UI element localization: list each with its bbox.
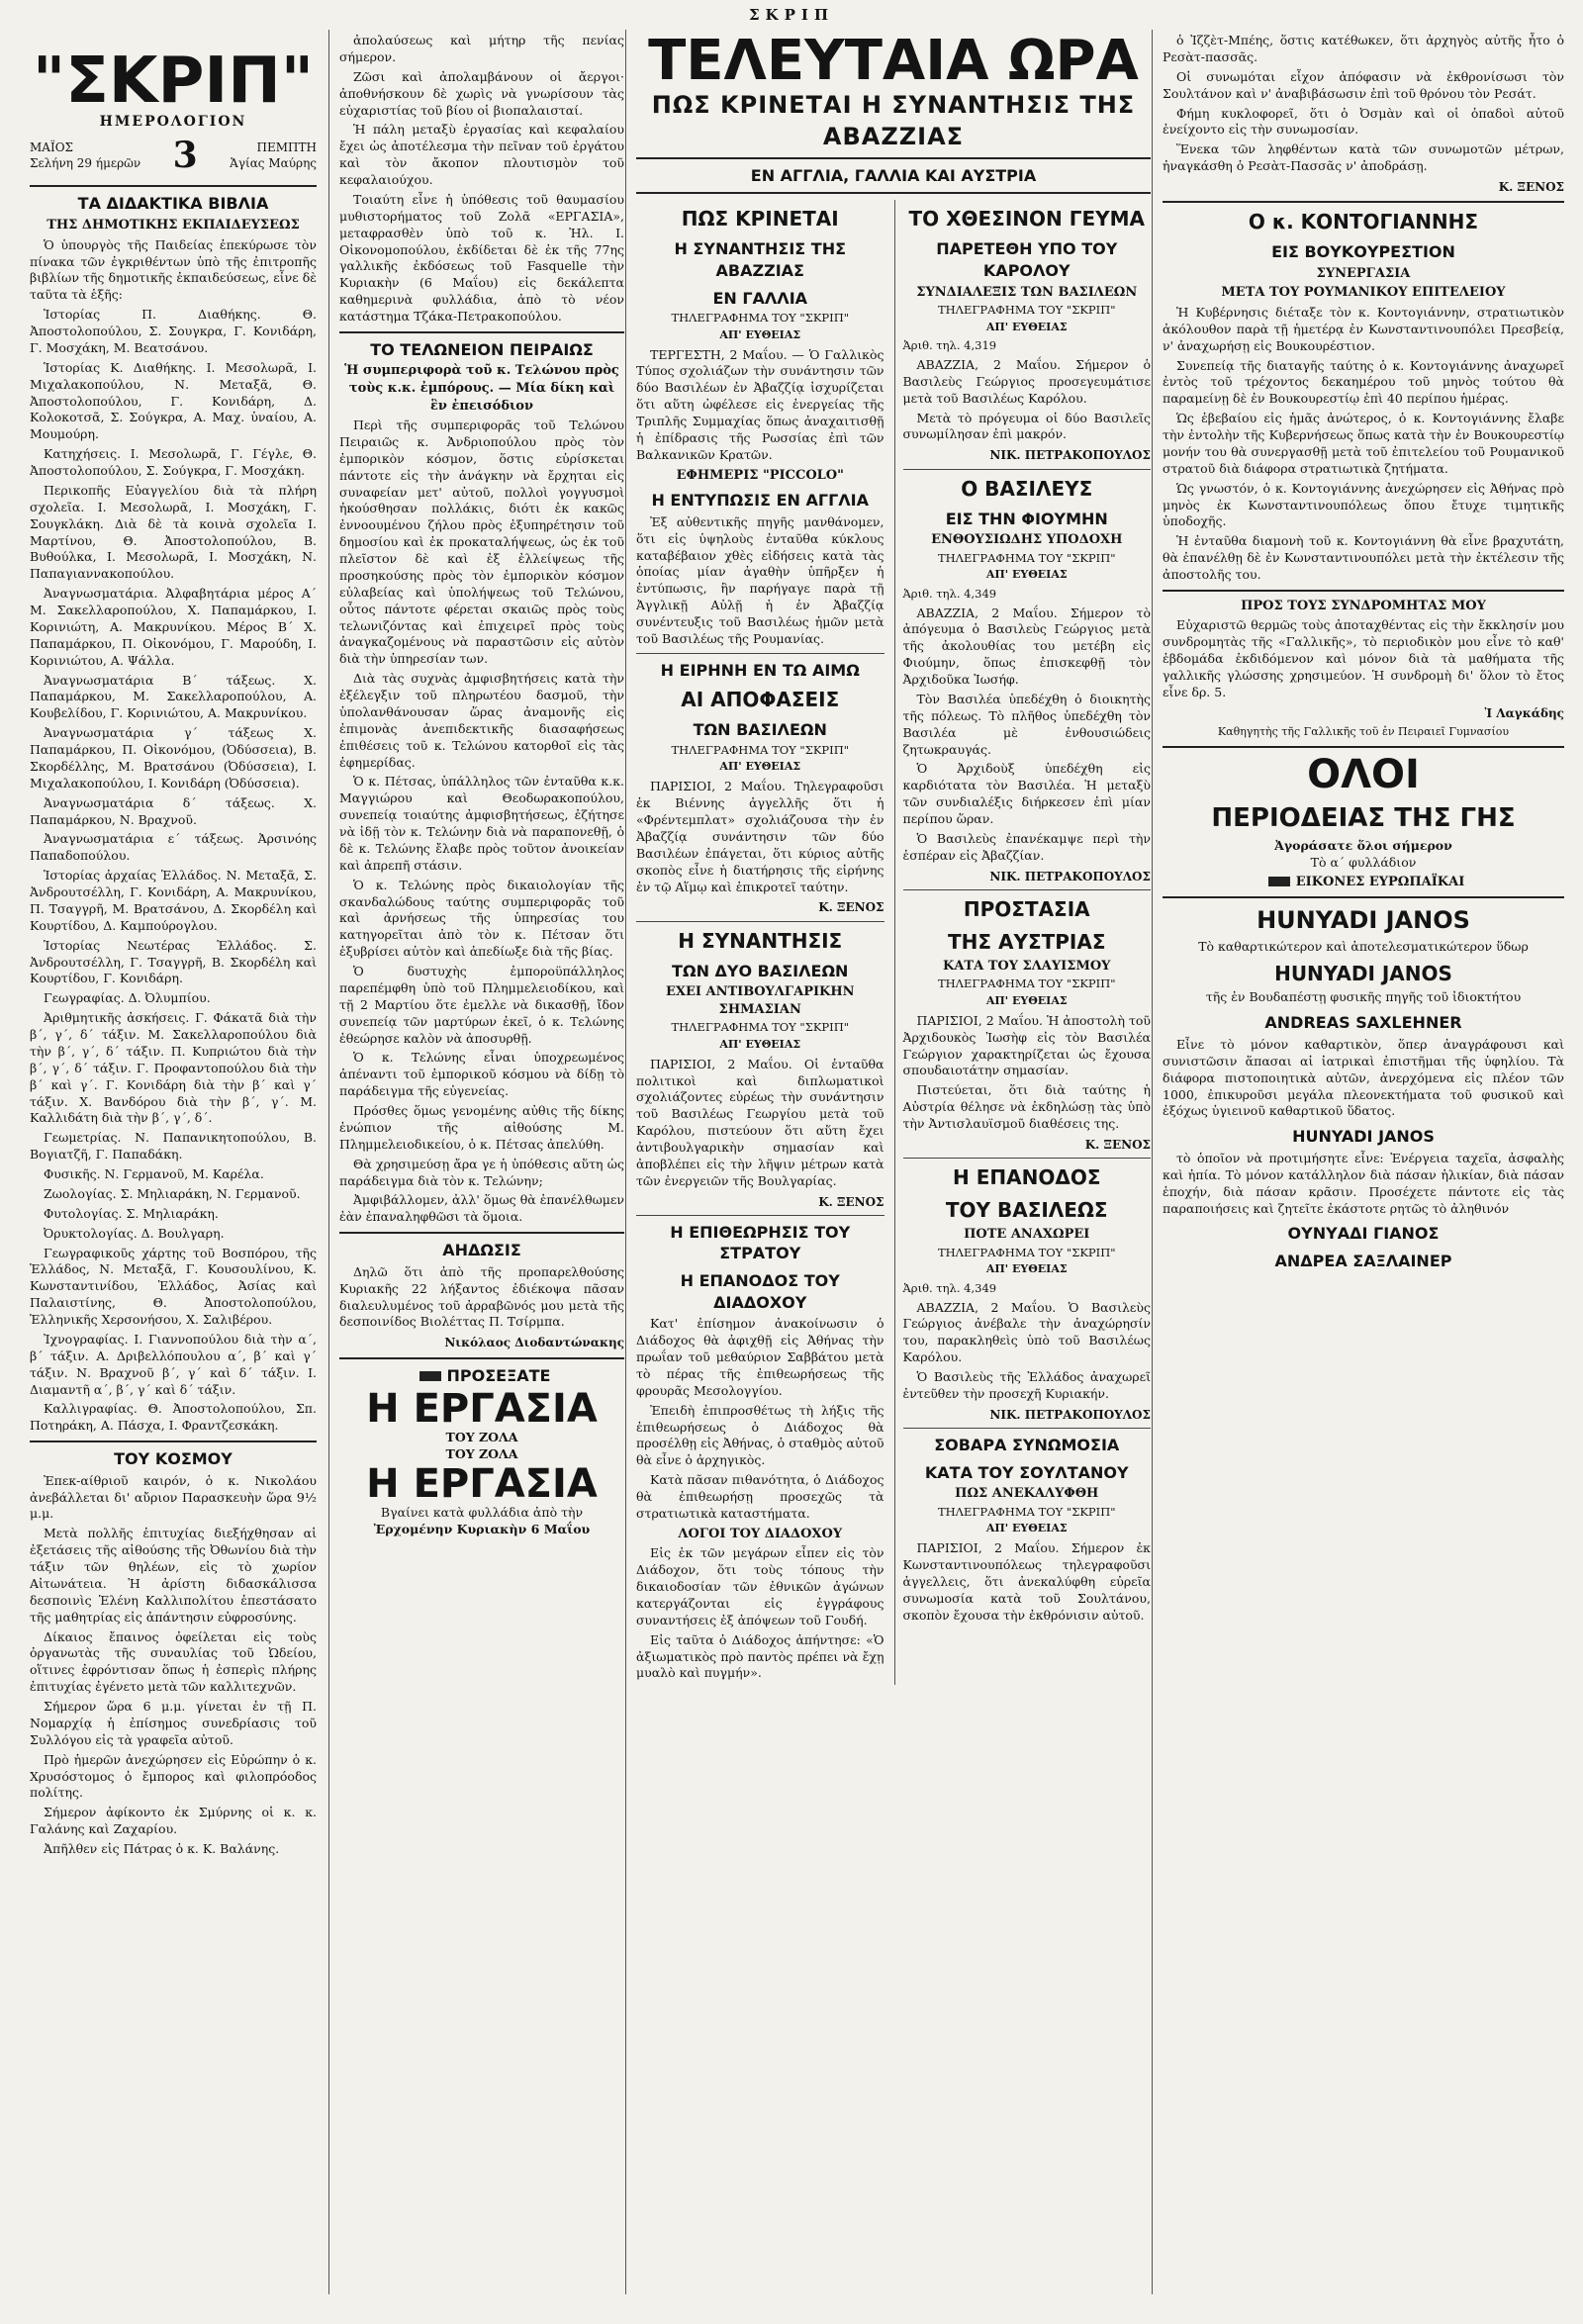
- headline: ΚΑΤΑ ΤΟΥ ΣΛΑΥΙΣΜΟΥ: [943, 958, 1111, 974]
- pointing-hand-icon: [419, 1371, 441, 1381]
- paragraph: Τὸν Βασιλέα ὑπεδέχθη ὁ διοικητὴς τῆς πόλεως. Τὸ πλῆθος ὑπεδέχθη τὸν Βασιλέα μὲ ἐνθουσιώδεις ζητωκραυγάς.: [902, 691, 1151, 757]
- calendar-subtitle: ΗΜΕΡΟΛΟΓΙΟΝ: [99, 114, 247, 130]
- paragraph: Διὰ τὰς συχνὰς ἀμφισβητήσεις κατὰ τὴν ἐξέλεγξιν τοῦ πληρωτέου δασμοῦ, τὴν ὑπολανθάνουσαν ὥρας ἀναμονῆς εἰς ἐπιμονὰς ἀνεπιδεκτικῆς διασαφήσεως ἐπιθέσεις τοῦ κ. Τελώνου κατορθοῖ εἰς τὰς ἐφημερίδας.: [339, 671, 624, 770]
- andreas-saxlehner-2: ΑΝΔΡΕΑ ΣΑΞΛΑΙΝΕΡ: [1274, 1252, 1452, 1271]
- telegram-sub: ΑΠ' ΕΥΘΕΙΑΣ: [719, 1037, 801, 1051]
- books-title: ΤΑ ΔΙΔΑΚΤΙΚΑ ΒΙΒΛΙΑ: [77, 194, 269, 214]
- paragraph: Οἱ συνωμόται εἶχον ἀπόφασιν νὰ ἐκθρονίσωσι τὸν Σουλτάνον καὶ ν' ἀναβιβάσωσιν ἐπὶ τοῦ θρόνου τὸν Ρεσάτ.: [1163, 68, 1564, 101]
- paragraph: Ἀναγνωσματάρια. Ἀλφαβητάρια μέρος Α΄ Μ. Σακελλαροπούλου, Χ. Παπαμάρκου, Ι. Κορινιώτη, Α. Μακρυνίκου. Μέρος Β΄ Χ. Παπαμάρκου, Π. Οἰκονόμου, Γ. Μαρούδη, Ι. Κορινιώτου, Α. Ψάλλα.: [30, 586, 317, 668]
- ad-small-1: ΤΟΥ ΖΟΛΑ: [445, 1430, 518, 1445]
- paragraph: Φήμη κυκλοφορεῖ, ὅτι ὁ Ὀσμὰν καὶ οἱ ὁπαδοὶ αὐτοῦ ἐνείχοντο εἰς τὴν συνωμοσίαν.: [1163, 105, 1564, 138]
- paragraph: Μετὰ τὸ πρόγευμα οἱ δύο Βασιλεῖς συνωμίλησαν ἐπὶ μακρόν.: [902, 410, 1151, 442]
- paragraph: Ὡς γνωστόν, ὁ κ. Κοντογιάννης ἀνεχώρησεν εἰς Ἀθήνας πρὸ μηνὸς ἐκ Κωνσταντινουπόλεως ὅπου ἔτυχε τιμητικῆς ὑποδοχῆς.: [1163, 480, 1564, 529]
- paragraph: Εὐχαριστῶ θερμῶς τοὺς ἀποταχθέντας εἰς τὴν ἔκκλησίν μου συνδρομητὰς τῆς «Γαλλικῆς», τὸ περιοδικὸν μου εἶνε τὸ καθ' ἐβδομάδα ἐκδιδόμενον καὶ μόνον διὰ τὰ μαθήματα τῆς γαλλικῆς γλώσσης χρησιμεύον. Ἡ συνδρομὴ δι' ὅλον τὸ ἔτος εἶνε δρ. 5.: [1163, 617, 1564, 699]
- ad-images: [1163, 874, 1564, 891]
- column-2: [328, 30, 624, 2294]
- last-hour-banner: ΤΕΛΕΥΤΑΙΑ ΩΡΑ: [648, 30, 1139, 93]
- signature: Ἰ Λαγκάδης: [1484, 705, 1564, 720]
- paragraph: ἀπολαύσεως καὶ μήτηρ τῆς πενίας σήμερον.: [339, 33, 624, 64]
- books-article: [30, 237, 317, 1436]
- kosmos-title: ΤΟΥ ΚΟΣΜΟΥ: [114, 1449, 233, 1469]
- telegram-label: ΤΗΛΕΓΡΑΦΗΜΑ ΤΟΥ "ΣΚΡΙΠ": [671, 311, 850, 325]
- ad-small-2: ΤΟΥ ΖΟΛΑ: [445, 1445, 518, 1461]
- paragraph: Δίκαιος ἔπαινος ὀφείλεται εἰς τοὺς ὀργανωτὰς τῆς συναυλίας τοῦ Ὠδείου, οἵτινες ἐφρόντισαν ὅπως ἡ ἐσπερὶς πλήρης ἐπιτυχίας ἐγένετο μετὰ τῶν καλλιτεχνῶν.: [30, 1628, 317, 1695]
- headline: ΣΟΒΑΡΑ ΣΥΝΩΜΟΣΙΑ: [934, 1435, 1120, 1454]
- hunyadi-sub-2: τῆς ἐν Βουδαπέστῃ φυσικῆς πηγῆς τοῦ ἰδιοκτήτου: [1205, 989, 1522, 1005]
- sub-column-left: [636, 200, 885, 1685]
- headline: ΤΗΣ ΑΥΣΤΡΙΑΣ: [947, 929, 1106, 954]
- paragraph: Μετὰ πολλῆς ἐπιτυχίας διεξήχθησαν αἱ ἐξετάσεις τῆς αἰθούσης τῆς Ὀθωνίου διὰ τὴν τάξιν τῶν θηλέων, εἰς τὸ χωρίον Αἰτωνάτεια. Ἡ ἀρίστη διδασκάλισσα δεσποινὶς Ἑλένη Καλλιπολίτου ἐπεστάσατο τῆς μαθητρίας εἰς ἀπάντησιν εὐφροσύνης.: [30, 1526, 317, 1625]
- paragraph: Πιστεύεται, ὅτι διὰ ταύτης ἡ Αὐστρία θέλησε νὰ ἐκδηλώσῃ τὰς ὑπὸ τὴν Ἀντισλαυϊσμοῦ διαθέσεις της.: [902, 1082, 1151, 1132]
- ad-travels: ΠΕΡΙΟΔΕΙΑΣ ΤΗΣ ΓΗΣ: [1211, 802, 1516, 833]
- signature: ΝΙΚ. ΠΕΤΡΑΚΟΠΟΥΛΟΣ: [989, 1407, 1151, 1422]
- paragraph: Ἀναγνωσματάρια ε΄ τάξεως. Ἀρσινόης Παπαδοπούλου.: [30, 831, 317, 864]
- paragraph: Ἀναγνωσματάρια δ΄ τάξεως. Χ. Παπαμάρκου, Ν. Βραχνοῦ.: [30, 794, 317, 827]
- paragraph: Ἐξ αὐθεντικῆς πηγῆς μανθάνομεν, ὅτι εἰς ὑψηλοὺς ἐνταῦθα κύκλους καταβέβαιον χθὲς εἰδήσεις κατὰ τὰς ὁποίας μίαν ἀγαθὴν ὑπῆρξεν ἡ ἐντύπωσις, ἣν παρήγαγε παρὰ τῇ Ἀγγλικῇ Αὐλῇ ἡ ἐν Ἀβαζζίᾳ συνέντευξις τοῦ Βασιλέως ἡμῶν μετὰ τοῦ Βασιλέως τῆς Ρουμανίας.: [636, 513, 885, 646]
- paragraph: Εἰς ἐκ τῶν μεγάρων εἶπεν εἰς τὸν Διάδοχον, ὅτι τοὺς τόπους τὴν δικαιοδοσίαν τῶν ἐθνικῶν ἀγώνων κατεργάζονται εἰς ἐγγράφους συναντήσεις ἐξ ἀπόψεων τοῦ Γουδή.: [636, 1545, 885, 1627]
- paragraph: Ἱστορίας Κ. Διαθήκης. Ι. Μεσολωρᾶ, Ι. Μιχαλακοπούλου, Ν. Μεταξᾶ, Θ. Ἀποστολοπούλου, Γ. Κονιδάρη, Δ. Κολοκοτσᾶ, Σ. Σούγκρα, Α. Μαχ. ὑναίου, Α. Μουμούρη.: [30, 359, 317, 442]
- paragraph: Ἡ Κυβέρνησις διέταξε τὸν κ. Κοντογιάννην, στρατιωτικὸν ἀκόλουθον παρὰ τῇ ἡμετέρᾳ ἐν Κωνσταντινουπόλει Πρεσβείᾳ, ν' ἀναχωρήσῃ εἰς Βουκουρέστιον.: [1163, 304, 1564, 353]
- paragraph: Ὡς ἐβεβαίου εἰς ἡμᾶς ἀνώτερος, ὁ κ. Κοντογιάννης ἔλαβε τὴν ἐντολὴν τῆς Κυβερνήσεως ὅπως κατὰ τὴν ἐν Βουκουρεστίῳ μονήν του θὰ συνεργασθῇ μετὰ τοῦ ἐπιτελείου τοῦ Ρουμανικοῦ στρατοῦ διὰ διάφορα στρατιωτικὰ ζητήματα.: [1163, 411, 1564, 476]
- headline: ΤΩΝ ΔΥΟ ΒΑΣΙΛΕΩΝ: [672, 961, 849, 980]
- paragraph: Ὁ Βασιλεὺς ἐπανέκαμψε περὶ τὴν ἑσπέραν εἰς Ἀβαζζίαν.: [902, 830, 1151, 863]
- ad-big-title-1: Η ΕΡΓΑΣΙΑ: [366, 1386, 598, 1433]
- running-head: ΣΚΡΙΠ: [748, 6, 835, 24]
- notice-signature: Νικόλαος Διοδαντώνακης: [444, 1336, 624, 1350]
- headline: Η ΕΠΑΝΟΔΟΣ: [953, 1165, 1101, 1190]
- headline: ΠΩΣ ΑΝΕΚΑΛΥΦΘΗ: [955, 1486, 1099, 1502]
- andreas-saxlehner: ANDREAS SAXLEHNER: [1264, 1013, 1462, 1033]
- signature: Κ. ΞΕΝΟΣ: [1084, 1137, 1151, 1152]
- paragraph: Κατὰ πᾶσαν πιθανότητα, ὁ Διάδοχος θὰ ἐπιθεωρήσῃ προσεχῶς τὰ στρατιωτικὰ καταστήματα.: [636, 1472, 885, 1521]
- notice-text: Δηλῶ ὅτι ἀπὸ τῆς προπαρελθούσης Κυριακῆς 22 λήξαντος ἐδιέκοψα πᾶσαν διαλευλυμένος τοῦ ἀρραβῶνός μου μετὰ τῆς δεσποινίδος Βιολέττας Π. Τσίρμπα.: [339, 1263, 624, 1330]
- paragraph: Σήμερον ἀφίκοντο ἐκ Σμύρνης οἱ κ. κ. Γαλάνης καὶ Ζαχαρίου.: [30, 1805, 317, 1837]
- paragraph: ΠΑΡΙΣΙΟΙ, 2 Μαΐου. Τηλεγραφοῦσι ἐκ Βιέννης ἀγγελλῆς ὅτι ἡ «Φρέντεμπλατ» σχολιάζουσα τὴν ἐν Ἀβαζζίᾳ συνάντησιν τῶν δύο Βασιλέων ἐπάγεται, ὅτι κύριος αὐτῆς σκοπὸς εἶνε ἡ διατήρησις τῆς εἰρήνης ἐν τῷ Αἵμῳ καὶ ἐπικροτεῖ ταύτην.: [636, 779, 885, 894]
- ad-heading: [339, 1365, 624, 1387]
- ad-buy: Ἀγοράσατε ὅλοι σήμερον: [1274, 837, 1452, 853]
- paragraph: Ἕνεκα τῶν ληφθέντων κατὰ τῶν συνωμοτῶν μέτρων, ἠναγκάσθη ὁ Ρεσὰτ-Πασσᾶς ν' ἀποδράσῃ.: [1163, 141, 1564, 174]
- paragraph: Τοιαύτη εἶνε ἡ ὑπόθεσις τοῦ θαυμασίου μυθιστορήματος τοῦ Ζολᾶ «ΕΡΓΑΣΙΑ», μεταφρασθὲν ὑπὸ τοῦ κ. Ἠλ. Ι. Οἰκονομοπούλου, ἐκδίδεται δὲ ἐκ τῆς 77ης γαλλικῆς ἐκδόσεως τοῦ Fasquelle τὴν Κυριακὴν (6 Μαΐου) εἰς δεκάλεπτα καθημερινὰ φυλλάδια, ἀπὸ τὸ νέον κατάστημα Τζάκα-Πετρακοπούλου.: [339, 191, 624, 324]
- date-line: [30, 132, 317, 180]
- ad-heading-text: ΠΡΟΣΕΞΑΤΕ: [446, 1365, 551, 1385]
- telegram-sub: ΑΠ' ΕΥΘΕΙΑΣ: [985, 1262, 1068, 1276]
- telegram-sub: ΑΠ' ΕΥΘΕΙΑΣ: [985, 568, 1068, 582]
- paragraph: Γεωγραφίας. Δ. Ὀλυμπίου.: [44, 990, 211, 1006]
- headline: Η ΕΙΡΗΝΗ ΕΝ ΤΩ ΑΙΜΩ: [660, 660, 860, 680]
- paragraph: Κατηχήσεις. Ι. Μεσολωρᾶ, Γ. Γέγλε, Θ. Ἀποστολοπούλου, Σ. Σούγκρα, Γ. Μοσχάκη.: [30, 446, 317, 478]
- ad-all: ΟΛΟΙ: [1307, 751, 1420, 797]
- headline: ΕΝΘΟΥΣΙΩΔΗΣ ΥΠΟΔΟΧΗ: [931, 532, 1123, 548]
- ad-images-text: ΕΙΚΟΝΕΣ ΕΥΡΩΠΑΪΚΑΙ: [1295, 874, 1465, 889]
- paragraph: Ἱστορίας Νεωτέρας Ἑλλάδος. Σ. Ἀνδρουτσέλλη, Γ. Τσαγγρῆ, Β. Σκορδέλη καὶ Κουρτίδου, Γ. Κονιδάρη.: [30, 937, 317, 986]
- paragraph: Ζῶσι καὶ ἀπολαμβάνουν οἱ ἄεργοι· ἀποθνήσκουν δὲ χωρὶς νὰ γνωρίσουν τὰς εὐχαριστίας τοῦ βίου οἱ βιοπαλαισταί.: [339, 68, 624, 118]
- paragraph: Ὁ κ. Τελώνης πρὸς δικαιολογίαν τῆς σκανδαλώδους ταύτης συμπεριφορᾶς τοῦ καὶ ἀρνήσεως τῆς ὑπηρεσίας του κατηγορεῖται ἀπὸ τὸν κ. Πέτσαν ὅτι ἐξυβρίσει αὐτὸν καὶ ἀπεδίωξε διὰ τῆς βίας.: [339, 877, 624, 960]
- paragraph: Περικοπῆς Εὐαγγελίου διὰ τὰ πλήρη σχολεῖα. Ι. Μεσολωρᾶ, Ι. Μοσχάκη, Γ. Σουγκλάκη. Διὰ δὲ τὰ κοινὰ σχολεῖα Ι. Μαρτίνου, Θ. Ἀποστολοπούλου, Β. Βυθούλκα, Ι. Μεσολωρᾶ, Ι. Μοσχάκη, Ν. Παπαγιαννακοπούλου.: [30, 482, 317, 582]
- masthead: "ΣΚΡΙΠ": [32, 45, 315, 118]
- paragraph: Γεωμετρίας. Ν. Παπανικητοπούλου, Β. Βογιατζῆ, Γ. Παπαδάκη.: [30, 1130, 317, 1162]
- weekday-label: ΠΕΜΠΤΗ: [256, 140, 317, 154]
- headline: ΚΑΤΑ ΤΟΥ ΣΟΥΛΤΑΝΟΥ: [924, 1462, 1129, 1482]
- paragraph: ὁ Ἰζζὲτ-Μπέης, ὅστις κατέθωκεν, ὅτι ἀρχηγὸς αὐτῆς ἦτο ὁ Ρεσὰτ-πασσᾶς.: [1163, 33, 1564, 64]
- paragraph: Ὁ κ. Πέτσας, ὑπάλληλος τῶν ἐνταῦθα κ.κ. Μαγγιώρου καὶ Θεοδωρακοπούλου, συνεπείᾳ τοιαύτης ἀμφισβητήσεως, ἐζήτησε νὰ ἰδῇ τὸν κ. Τελώνην διὰ νὰ παραπονεθῇ, ὁ δὲ κ. Τελώνης ἔλαβε πρὸς τοῦτον ἀνοικείαν καὶ ἀπρεπῆ στάσιν.: [339, 774, 624, 873]
- signature-title: Καθηγητὴς τῆς Γαλλικῆς τοῦ ἐν Πειραιεῖ Γυμνασίου: [1217, 724, 1510, 738]
- telegram-label: ΤΗΛΕΓΡΑΦΗΜΑ ΤΟΥ "ΣΚΡΙΠ": [937, 1245, 1116, 1259]
- headline: ΣΥΝΔΙΑΛΕΞΙΣ ΤΩΝ ΒΑΣΙΛΕΩΝ: [916, 284, 1138, 300]
- column-3: [625, 30, 1151, 2294]
- paragraph: Κατ' ἐπίσημον ἀνακοίνωσιν ὁ Διάδοχος θὰ ἀφιχθῇ εἰς Ἀθήνας τὴν πρωΐαν τοῦ μεθαύριον Σαββάτου μετὰ τὸ πέρας τῆς ἐπιθεωρήσεως τῆς φρουρᾶς Μεσολογγίου.: [636, 1316, 885, 1398]
- headline: ΤΟ ΧΘΕΣΙΝΟΝ ΓΕΥΜΑ: [908, 207, 1145, 232]
- signature: Κ. ΞΕΝΟΣ: [818, 1194, 885, 1209]
- hunyadi-sub: Τὸ καθαρτικώτερον καὶ ἀποτελεσματικώτερον ὕδωρ: [1198, 938, 1529, 954]
- paragraph: Πρόσθες ὅμως γενομένης αὐθις τῆς δίκης ἐνώπιον τῆς αἰθούσης Μ. Πλημμελειοδικείου, ὁ κ. Πέτσας ἀπελύθη.: [339, 1103, 624, 1152]
- headline: ΠΟΤΕ ΑΝΑΧΩΡΕΙ: [964, 1227, 1090, 1243]
- paragraph: Ἡ ἐνταῦθα διαμονὴ τοῦ κ. Κοντογιάννη θὰ εἶνε βραχυτάτη, θὰ ἐπανέλθῃ δὲ ἐν Κωνσταντινουπόλει μετὰ τὴν ἐκτέλεσιν τῆς ἀποστολῆς του.: [1163, 533, 1564, 582]
- paragraph: Πρὸ ἡμερῶν ἀνεχώρησεν εἰς Εὐρώπην ὁ κ. Χρυσόστομος ὁ ἔμπορος καὶ φιλοπρόοδος πολίτης.: [30, 1751, 317, 1801]
- headline: ΜΕΤΑ ΤΟΥ ΡΟΥΜΑΝΙΚΟΥ ΕΠΙΤΕΛΕΙΟΥ: [1221, 285, 1506, 301]
- paragraph: Ἱστορίας ἀρχαίας Ἑλλάδος. Ν. Μεταξᾶ, Σ. Ἀνδρουτσέλλη, Γ. Κονιδάρη, Α. Μακρυνίκου, Π. Τσαγγρῆ, Μ. Βρατσάνου, Δ. Σκορδέλη καὶ Κουρτίδου, Δ. Καμπούρογλου.: [30, 868, 317, 933]
- notice-title: ΑΗΔΩΣΙΣ: [442, 1241, 521, 1260]
- paragraph: Ἰχνογραφίας. Ι. Γιαννοπούλου διὰ τὴν α΄, β΄ τάξιν. Α. Δριβελλόπουλου α΄, β΄ καὶ γ΄ τάξιν. Ν. Βραχνοῦ β΄, γ΄ καὶ δ΄ τάξιν. Ι. Διαμαντῆ α΄, β΄, γ΄ καὶ δ΄ τάξιν.: [30, 1331, 317, 1397]
- telegram-sub: ΑΠ' ΕΥΘΕΙΑΣ: [985, 1522, 1068, 1535]
- headline: ΕΙΣ ΤΗΝ ΦΙΟΥΜΗΝ: [945, 509, 1108, 528]
- customs-deck: Ἡ συμπεριφορὰ τοῦ κ. Τελώνου πρὸς τοὺς κ.κ. ἐμπόρους. — Μία δίκη καὶ ἓν ἐπεισόδιον: [344, 363, 619, 414]
- paragraph: Ἀριθμητικῆς ἀσκήσεις. Γ. Φάκατᾶ διὰ τὴν β΄, γ΄, δ΄ τάξιν. Μ. Σακελλαροπούλου διὰ τὴν β΄, γ΄, δ΄ τάξιν. Π. Κυπριώτου διὰ τὴν β΄, γ΄, δ΄ τάξιν. Γ. Προφαντοπούλου διὰ τὴν β΄ καὶ γ΄. Γ. Κονιδάρη διὰ τὴν β΄ καὶ γ΄ τάξιν. Χ. Βανδόρου διὰ τὴν β΄, γ΄. Μ. Καλλιδάτη διὰ τὴν β΄, γ΄, δ΄.: [30, 1010, 317, 1126]
- headline: ΣΥΝΕΡΓΑΣΙΑ: [1316, 265, 1411, 281]
- paragraph: Ὁ ὑπουργὸς τῆς Παιδείας ἐπεκύρωσε τὸν πίνακα τῶν ἐγκριθέντων ὑπὸ τῆς ἐπιτροπῆς βιβλίων τῆς δημοτικῆς ἐκπαιδεύσεως, εἶνε δὲ ταῦτα τὰ ἑξῆς:: [30, 236, 317, 303]
- headline: Ο ΒΑΣΙΛΕΥΣ: [961, 476, 1093, 501]
- day-number: 3: [172, 134, 198, 176]
- banner-subtitle: ΠΩΣ ΚΡΙΝΕΤΑΙ Η ΣΥΝΑΝΤΗΣΙΣ ΤΗΣ ΑΒΑΖΖΙΑΣ: [636, 89, 1151, 159]
- paragraph: Ὀρυκτολογίας. Δ. Βουλγαρη.: [44, 1225, 225, 1241]
- paragraph: Σήμερον ὥρα 6 μ.μ. γίνεται ἐν τῇ Π. Νομαρχίᾳ ἡ ἐπίσημος συνεδρίασις τοῦ Συλλόγου εἰς τὰ γραφεῖα αὐτοῦ.: [30, 1699, 317, 1747]
- paragraph: Φυτολογίας. Σ. Μηλιαράκη.: [44, 1205, 219, 1221]
- sub-columns: [636, 200, 1151, 1685]
- paragraph: Ἱστορίας Π. Διαθήκης. Θ. Ἀποστολοπούλου, Σ. Σουγκρα, Γ. Κονιδάρη, Γ. Μοσχάκη, Μ. Βεατσάνου.: [30, 307, 317, 355]
- customs-title: ΤΟ ΤΕΛΩΝΕΙΟΝ ΠΕΙΡΑΙΩΣ: [370, 339, 594, 359]
- paragraph: ΑΒΑΖΖΙΑ, 2 Μαΐου. Ὁ Βασιλεὺς Γεώργιος ἀνέβαλε τὴν ἀναχώρησίν του, παρακληθεὶς ὑπὸ τοῦ Βασιλέως Καρόλου.: [902, 1299, 1151, 1365]
- paragraph: Ὁ κ. Τελώνης εἶναι ὑποχρεωμένος ἀπέναντι τοῦ ἐμπορικοῦ κόσμου νὰ δίδῃ τὸ παράδειγμα τῆς εὐγενείας.: [339, 1050, 624, 1099]
- telegram-number: Ἀριθ. τηλ. 4,349: [902, 587, 997, 602]
- column-4: [1152, 30, 1564, 2294]
- paragraph: ΑΒΑΖΖΙΑ, 2 Μαΐου. Σήμερον τὸ ἀπόγευμα ὁ Βασιλεὺς Γεώργιος μετὰ τῆς ἀκολουθίας του μετέβη εἰς Φιούμην, ὅπως ἐπισκεφθῇ τὸν Ἀρχιδοῦκα Ἰωσήφ.: [902, 604, 1151, 688]
- headline: ΕΙΣ ΒΟΥΚΟΥΡΕΣΤΙΟΝ: [1271, 242, 1455, 262]
- telegram-label: ΤΗΛΕΓΡΑΦΗΜΑ ΤΟΥ "ΣΚΡΙΠ": [937, 976, 1116, 991]
- signature: Κ. ΞΕΝΟΣ: [1498, 180, 1564, 194]
- headline: ΛΟΓΟΙ ΤΟΥ ΔΙΑΔΟΧΟΥ: [678, 1526, 843, 1541]
- paragraph: Φυσικῆς. Ν. Γερμανοῦ, Μ. Καρέλα.: [44, 1166, 264, 1181]
- paragraph: Ὁ Ἀρχιδοὺξ ὑπεδέχθη εἰς καρδιότατα τὸν Βασιλέα. Ἡ μεταξὺ τῶν συνδιαλέξις διήρκεσεν ἐπὶ μίαν περίπου ὥραν.: [902, 761, 1151, 827]
- paragraph: Ἐπειδὴ ἐπιπροσθέτως τὴ λήξις τῆς ἐπιθεωρήσεως ὁ Διάδοχος θὰ προσέλθῃ εἰς Ἀθήνας, ὁ σταθμὸς αὐτοῦ θὰ εἶνε ὁ ἀρχηγικὸς.: [636, 1402, 885, 1468]
- paragraph: Θὰ χρησιμεύσῃ ἄρα γε ἡ ὑπόθεσις αὕτη ὡς παράδειγμα διὰ τὸν κ. Τελώνην;: [339, 1156, 624, 1188]
- telegram-sub: ΑΠ' ΕΥΘΕΙΑΣ: [719, 327, 801, 341]
- pointing-hand-icon: [1268, 877, 1290, 886]
- headline: Η ΣΥΝΑΝΤΗΣΙΣ: [678, 928, 843, 953]
- month-label: ΜΑΪΟΣ: [30, 140, 74, 154]
- ad-line-2: Ἐρχομένην Κυριακὴν 6 Μαΐου: [373, 1521, 591, 1536]
- paragraph: Ἀμφιβάλλομεν, ἀλλ' ὅμως θὰ ἐπανέλθωμεν ἐὰν ἐπαναληφθῶσι τὰ ὅμοια.: [339, 1192, 624, 1225]
- hunyadi-title: HUNYADI JANOS: [1257, 906, 1470, 935]
- hunyadi-title-2: HUNYADI JANOS: [1274, 962, 1452, 986]
- paragraph: Συνεπείᾳ τῆς διαταγῆς ταύτης ὁ κ. Κοντογιάννης ἀναχωρεῖ ἐντὸς τοῦ τρέχοντος δεκαημέρου τοῦ μηνὸς τούτου θὰ παραμείνῃ δὲ ἐν Βουκουρεστίῳ ἐπὶ 40 περίπου ἡμέρας.: [1163, 357, 1564, 407]
- headline: Η ΕΠΙΘΕΩΡΗΣΙΣ ΤΟΥ ΣΤΡΑΤΟΥ: [670, 1222, 851, 1263]
- headline: ΠΡΟΣΤΑΣΙΑ: [963, 896, 1090, 921]
- paragraph: Ὁ δυστυχὴς ἐμποροϋπάλληλος παρεπέμφθη ὑπὸ τοῦ Πλημμελειοδίκου, καὶ τῇ 2 Μαρτίου ὅτε ἐμελλε νὰ δικασθῇ, ἴδον συνεπείᾳ τῶν μαρτύρων ἐκεῖ, ὁ κ. Τελώνης ἐθεώρησε καλὸν νὰ ἀποσυρθῇ.: [339, 964, 624, 1046]
- paragraph: Ὁ Βασιλεὺς τῆς Ἑλλάδος ἀναχωρεῖ ἐντεῦθεν τὴν προσεχῆ Κυριακήν.: [902, 1369, 1151, 1401]
- telegram-sub: ΑΠ' ΕΥΘΕΙΑΣ: [719, 760, 801, 774]
- headline: ΠΩΣ ΚΡΙΝΕΤΑΙ: [681, 207, 839, 232]
- telegram-number: Ἀριθ. τηλ. 4,319: [902, 338, 997, 353]
- date-left: [30, 139, 140, 171]
- sub-column-right: [894, 200, 1152, 1685]
- saint-label: Ἁγίας Μαύρης: [230, 156, 317, 171]
- headline: ΤΩΝ ΒΑΣΙΛΕΩΝ: [693, 720, 827, 740]
- paragraph: ΠΑΡΙΣΙΟΙ, 2 Μαΐου. Οἱ ἐνταῦθα πολιτικοὶ καὶ διπλωματικοὶ σχολιάζοντες εὐρέως τὴν συνάντησιν τοῦ Βασιλέως Γεωργίου μετὰ τοῦ Καρόλου, πιστεύουν ὅτι αὕτη ἔχει ἀντιβουλγαρικὴν σημασίαν καὶ ἀποβλέπει εἰς τὴν λῆψιν μέτρων κατὰ τῶν ἐνεργειῶν τῆς Βουλγαρίας.: [636, 1056, 885, 1188]
- telegram-label: ΤΗΛΕΓΡΑΦΗΜΑ ΤΟΥ "ΣΚΡΙΠ": [671, 742, 850, 757]
- paragraph: Εἶνε τὸ μόνον καθαρτικὸν, ὅπερ ἀναγράφουσι καὶ συνιστῶσιν ἅπασαι αἱ ἰατρικαὶ ἐπιστῆμαι τῆς ὑφηλίου. Τὰ διάφορα πιστοποιητικὰ αὐτῶν, ἀνερχόμενα εἰς πλέον τῶν 1000, ἐπικυροῦσι μεγάλα πλεονεκτήματα τοῦ φυσικοῦ καὶ ἐξόχως ὑγιεινοῦ καθαρτικοῦ ὕδατος.: [1163, 1036, 1564, 1119]
- paragraph: ΠΑΡΙΣΙΟΙ, 2 Μαΐου. Ἡ ἀποστολὴ τοῦ Ἀρχιδουκὸς Ἰωσὴφ εἰς τὸν Βασιλέα Γεώργιον χαρακτηρίζεται ὡς ἔχουσα σπουδαιοτάτην σημασίαν.: [902, 1012, 1151, 1078]
- paragraph: ΠΑΡΙΣΙΟΙ, 2 Μαΐου. Σήμερον ἐκ Κωνσταντινουπόλεως τηλεγραφοῦσι ἀγγελλεις, ὅτι ἀνεκαλύφθη εὐρεῖα συνωμοσία κατὰ τοῦ Σουλτάνου, σκοπὸν ἔχουσα τὴν ἐκθρόνισιν αὐτοῦ.: [902, 1540, 1151, 1623]
- headline: ΠΑΡΕΤΕΘΗ ΥΠΟ ΤΟΥ ΚΑΡΟΛΟΥ: [936, 239, 1118, 280]
- telegram-sub: ΑΠ' ΕΥΘΕΙΑΣ: [985, 320, 1068, 333]
- headline: ΕΧΕΙ ΑΝΤΙΒΟΥΛΓΑΡΙΚΗΝ ΣΗΜΑΣΙΑΝ: [665, 984, 855, 1017]
- kosmos-article: [30, 1473, 317, 1858]
- column-1: [30, 30, 317, 2294]
- paragraph: ΑΒΑΖΖΙΑ, 2 Μαΐου. Σήμερον ὁ Βασιλεὺς Γεώργιος προσεγευμάτισε μετὰ τοῦ Βασιλέως Καρόλου.: [902, 356, 1151, 406]
- signature: ΝΙΚ. ΠΕΤΡΑΚΟΠΟΥΛΟΣ: [989, 869, 1151, 883]
- ad-line-1: Βγαίνει κατὰ φυλλάδια ἀπὸ τὴν: [380, 1504, 584, 1520]
- signature: ΝΙΚ. ΠΕΤΡΑΚΟΠΟΥΛΟΣ: [989, 448, 1151, 463]
- headline: Ο κ. ΚΟΝΤΟΓΙΑΝΝΗΣ: [1248, 210, 1479, 234]
- paragraph: Ἀπῆλθεν εἰς Πάτρας ὁ κ. Κ. Βαλάνης.: [44, 1841, 280, 1857]
- headline: ΕΦΗΜΕΡΙΣ "PICCOLO": [676, 467, 844, 483]
- paragraph: Ἐπεκ-αίθριοῦ καιρόν, ὁ κ. Νικολάου ἀνεβάλλεται δι' αὔριον Παρασκευὴν ὥρα 9½ μ.μ.: [30, 1472, 317, 1522]
- telegram-label: ΤΗΛΕΓΡΑΦΗΜΑ ΤΟΥ "ΣΚΡΙΠ": [937, 1504, 1116, 1519]
- telegram-label: ΤΗΛΕΓΡΑΦΗΜΑ ΤΟΥ "ΣΚΡΙΠ": [671, 1020, 850, 1035]
- paragraph: Ἀναγνωσματάρια Β΄ τάξεως. Χ. Παπαμάρκου, Μ. Σακελλαροπούλου, Α. Κουβελίδου, Γ. Κορινιώτου, Α. Μακρυνίκου.: [30, 672, 317, 721]
- telegram-sub: ΑΠ' ΕΥΘΕΙΑΣ: [985, 993, 1068, 1007]
- paragraph: Ζωολογίας. Σ. Μηλιαράκη, Ν. Γερμανοῦ.: [44, 1185, 301, 1201]
- ad-big-title-2: Η ΕΡΓΑΣΙΑ: [366, 1460, 598, 1507]
- telegram-label: ΤΗΛΕΓΡΑΦΗΜΑ ΤΟΥ "ΣΚΡΙΠ": [937, 303, 1116, 318]
- books-subtitle: ΤΗΣ ΔΗΜΟΤΙΚΗΣ ΕΚΠΑΙΔΕΥΣΕΩΣ: [47, 218, 300, 233]
- telegram-label: ΤΗΛΕΓΡΑΦΗΜΑ ΤΟΥ "ΣΚΡΙΠ": [937, 550, 1116, 565]
- headline: ΕΝ ΓΑΛΛΙΑ: [712, 288, 808, 308]
- headline: Η ΕΠΑΝΟΔΟΣ ΤΟΥ ΔΙΑΔΟΧΟΥ: [680, 1271, 840, 1312]
- headline: ΠΡΟΣ ΤΟΥΣ ΣΥΝΔΡΟΜΗΤΑΣ ΜΟΥ: [1241, 598, 1486, 613]
- date-right: [230, 139, 317, 171]
- paragraph: Περὶ τῆς συμπεριφορᾶς τοῦ Τελώνου Πειραιῶς κ. Ἀνδριοπούλου πρὸς τὸν ἐμπορικὸν κόσμον, ὅστις εὑρίσκεται πάντοτε εἰς τὴν ἀνάγκην νὰ ἔρχηται εἰς συναφείαν μετ' αὐτοῦ, πολλοὶ γογγυσμοὶ ἠκούσθησαν πολλάκις, διότι ἐκ κακῶς ἐννοουμένου ζήλου πρὸς ἐξυπηρέτησιν τοῦ δημοσίου καὶ ἐκ προκαταλήψεως, ὡς ἐκ τοῦ πλεῖστον δὲ καὶ ἐξ ἐλλείψεως τῆς προσηκούσης πρὸς τὸν ἐμπορικὸν κόσμον εὐλαβείας καὶ ὑπολήψεως τοῦ Τελώνου, οὗτος πάντοτε φέρεται σκαιῶς πρὸς τοὺς τελωνιζόντας καὶ ἐπιχειρεῖ πρὸς τοὺς ἀναγκαζομένους νὰ παραστῶσιν εἰς αὐτὸν διὰ τὴν ὑπηρεσίαν των.: [339, 418, 624, 667]
- paragraph: Ἡ πάλη μεταξὺ ἐργασίας καὶ κεφαλαίου ἔχει ὡς ἀποτέλεσμα τὴν πεῖναν τοῦ ἐργάτου καὶ τὸν ἄκοπον πλουτισμὸν τοῦ κεφαλαιούχου.: [339, 122, 624, 187]
- paragraph: Γεωγραφικοῦς χάρτης τοῦ Βοσπόρου, τῆς Ἑλλάδος, Ν. Μεταξᾶ, Γ. Κουσουλίνου, Κ. Κωνσταντινίδου, Ἑλλάδος, Ἀσίας καὶ Παλαιστίνης, Θ. Ἀποστολοπούλου, Ἑλληνικῆς Χερσονήσου, Χ. Σαλιβέρου.: [30, 1245, 317, 1327]
- banner-subtitle-2: ΕΝ ΑΓΓΛΙΑ, ΓΑΛΛΙΑ ΚΑΙ ΑΥΣΤΡΙΑ: [750, 165, 1037, 185]
- signature: Κ. ΞΕΝΟΣ: [818, 900, 885, 915]
- paragraph: Καλλιγραφίας. Θ. Ἀποστολοπούλου, Σπ. Ποτηράκη, Α. Πάσχα, Ι. Φραντζεσκάκη.: [30, 1401, 317, 1434]
- paragraph: ΤΕΡΓΕΣΤΗ, 2 Μαΐου. — Ὁ Γαλλικὸς Τύπος σχολιάζων τὴν συνάντησιν τῶν δύο Βασιλέων ἐν Ἀβαζζίᾳ ἰσχυρίζεται ὅτι αὕτη ὠφέλεσε εἰς ἐνεργείας τῆς Τριπλῆς Συμμαχίας ὅπως ἀναχαιτισθῇ ἡ ἐπίδρασις τῆς Ρωσσίας ἐπὶ τῶν Βαλκανικῶν Κρατῶν.: [636, 346, 885, 462]
- headline: Η ΣΥΝΑΝΤΗΣΙΣ ΤΗΣ ΑΒΑΖΖΙΑΣ: [674, 239, 847, 280]
- headline: ΤΟΥ ΒΑΣΙΛΕΩΣ: [945, 1198, 1108, 1223]
- paragraph: Ἀναγνωσματάρια γ΄ τάξεως Χ. Παπαμάρκου, Π. Οἰκονόμου, (Ὀδύσσεια), Β. Σκορδέλλης, Μ. Βρατσάνου (Ὀδύσσεια), Ι. Μιχαλακοπούλου, Ι. Κονιδάρη (Ὀδύσσεια).: [30, 725, 317, 790]
- moon-label: Σελήνη 29 ήμερῶν: [30, 156, 141, 171]
- headline: Η ΕΝΤΥΠΩΣΙΣ ΕΝ ΑΓΓΛΙΑ: [651, 491, 870, 511]
- paragraph: Εἰς ταῦτα ὁ Διάδοχος ἀπήντησε: «Ὁ ἀξιωματικὸς πρὸ παντὸς πρέπει νὰ ἔχῃ μυαλὸ καὶ πυγμήν».: [636, 1631, 885, 1681]
- headline: ΑΙ ΑΠΟΦΑΣΕΙΣ: [681, 688, 840, 712]
- paragraph: τὸ ὁποῖον νὰ προτιμήσητε εἶνε: Ἐνέργεια ταχεῖα, ἀσφαλὴς καὶ ἠπία. Τὸ μόνον κατάλληλον διὰ πάσαν ἡλικίαν, διὰ πάσαν ἐποχήν, διὰ πάσαν κρᾶσιν. Προσέχετε πάντοτε εἰς τὰς παραποιήσεις καὶ ζητεῖτε ἐκάστοτε ρητῶς τὸ ἀληθινόν: [1163, 1150, 1564, 1216]
- hunyadi-title-4: ΟΥΝΥΑΔΙ ΓΙΑΝΟΣ: [1287, 1224, 1440, 1244]
- ad-issue: Τὸ α΄ φυλλάδιον: [1310, 854, 1417, 870]
- hunyadi-title-3: HUNYADI JANOS: [1292, 1127, 1435, 1147]
- telegram-number: Ἀριθ. τηλ. 4,349: [902, 1281, 997, 1295]
